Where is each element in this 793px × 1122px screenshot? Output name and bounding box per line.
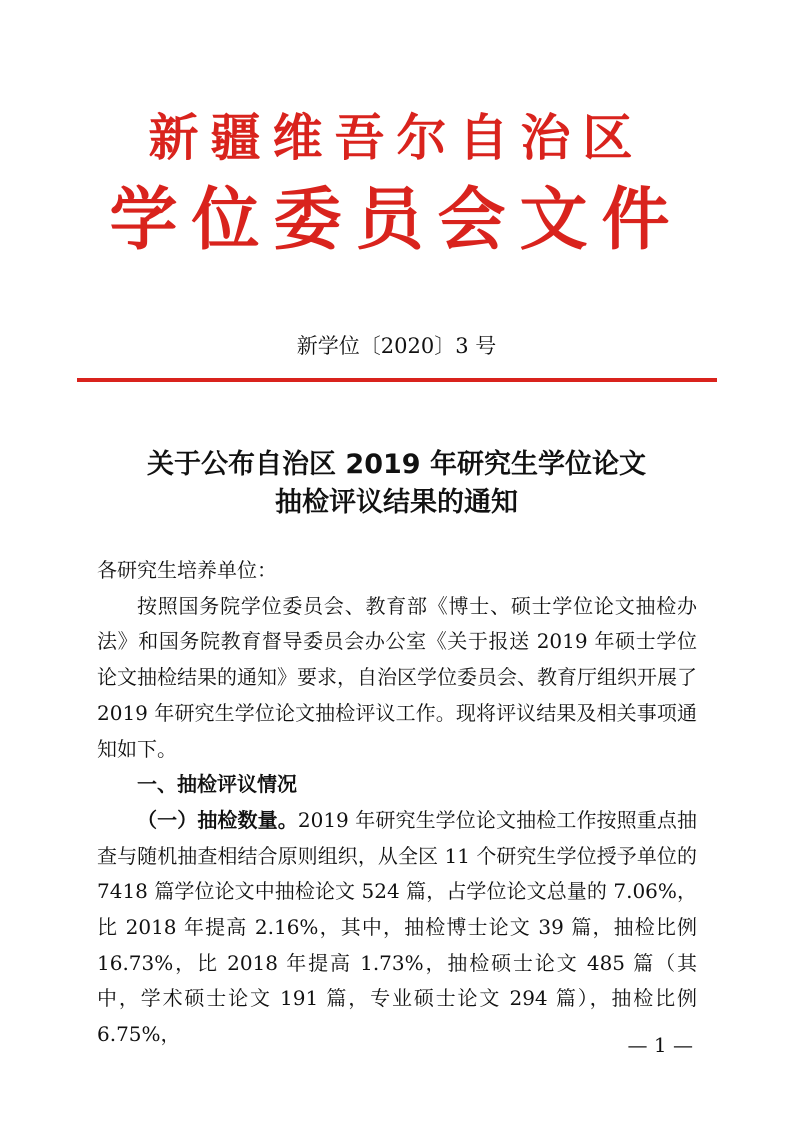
document-type-heading: 学位委员会文件 (109, 180, 684, 260)
page-number: — 1 — (627, 1033, 693, 1057)
subsection-text: 2019 年研究生学位论文抽检工作按照重点抽查与随机抽查相结合原则组织，从全区 11 个研究生学位授予单位的 7418 篇学位论文中抽检论文 524 篇，占学位论文总量的 7.06%，比 2018 年提高 2.16%，其中，抽检博士论文 39 篇，抽检比例 16.73%，比 2018 年提高 1.73%，抽检硕士论文 485 篇（其中，学术硕士论文 191 篇，专业硕士论文 294 篇），抽检比例 6.75%， (97, 807, 697, 1047)
document-number: 新学位〔2020〕3 号 (296, 334, 497, 358)
subsection-paragraph-1 (97, 803, 697, 1053)
section-heading-1: 一、抽检评议情况 (137, 772, 297, 797)
body-text (97, 553, 697, 1053)
salutation: 各研究生培养单位： (97, 558, 277, 582)
notice-title (0, 446, 793, 522)
issuer-name: 新疆维吾尔自治区 (148, 108, 645, 167)
title-line-1: 关于公布自治区 2019 年研究生学位论文 (147, 449, 646, 480)
title-line-2: 抽检评议结果的通知 (275, 487, 518, 518)
red-divider-rule (77, 378, 717, 382)
subsection-lead: （一）抽检数量。 (137, 807, 298, 832)
intro-paragraph: 按照国务院学位委员会、教育部《博士、硕士学位论文抽检办法》和国务院教育督导委员会办公室《关于报送 2019 年硕士学位论文抽检结果的通知》要求，自治区学位委员会、教育厅组织开展了 2019 年研究生学位论文抽检评议工作。现将评议结果及相关事项通知如下。 (97, 593, 697, 761)
